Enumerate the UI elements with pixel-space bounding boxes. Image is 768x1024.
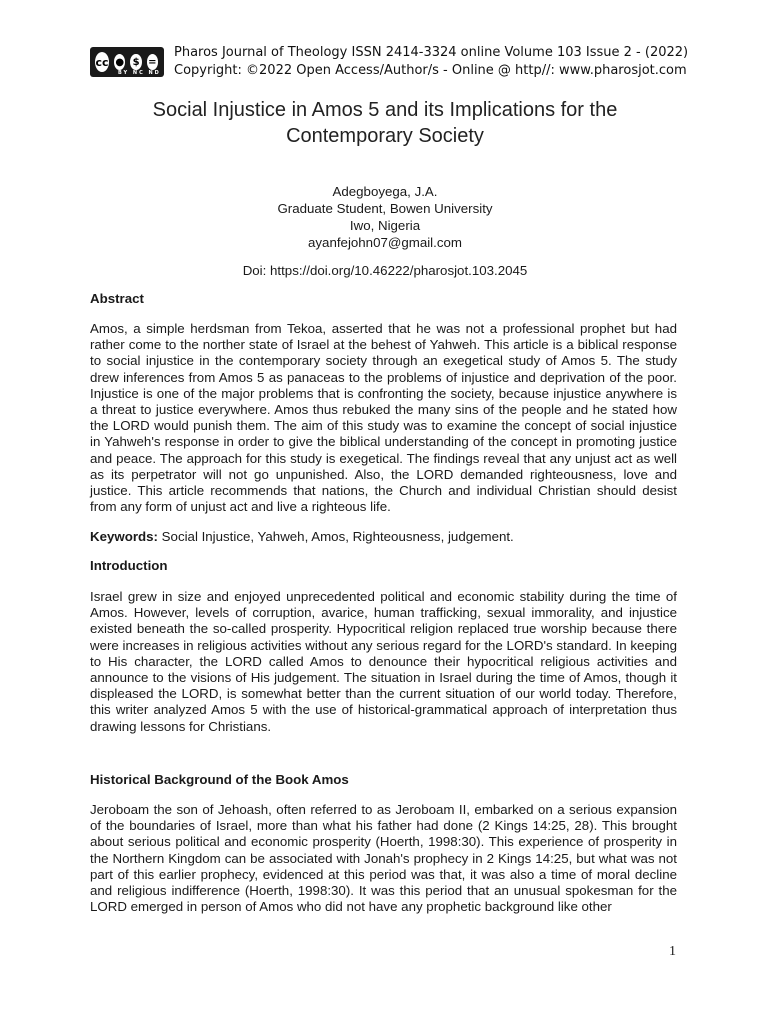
keywords-label: Keywords: [90, 529, 158, 544]
creative-commons-license-badge [90, 47, 164, 77]
history-heading: Historical Background of the Book Amos [90, 772, 349, 787]
journal-info: Pharos Journal of Theology ISSN 2414-3324 online Volume 103 Issue 2 - (2022) [174, 45, 689, 60]
journal-header-text [174, 44, 688, 80]
author-location: Iwo, Nigeria [349, 218, 421, 233]
nd-icon: = [145, 52, 160, 72]
history-text: Jeroboam the son of Jehoash, often referred to as Jeroboam II, embarked on a serious expansion of the boundaries of Israel, more than what his father had done (2 Kings 14:25, 28). This brought about serious political and economic prosperity (Hoerth, 1998:30). This experience of prosperity in the Northern Kingdom can be associated with Jonah's prophecy in 2 Kings 14:25, but what was not part of this earlier prophecy, evidenced at this period was that, it was also a time of moral decline and religious indifference (Hoerth, 1998:30). It was this period that an unusual spokesman for the LORD emerged in person of Amos who did not have any prophetic background like other [90, 802, 677, 915]
copyright-line: Copyright: ©2022 Open Access/Author/s - Online @ http//: www.pharosjot.com [174, 63, 687, 78]
author-affiliation: Graduate Student, Bowen University [277, 201, 493, 216]
article-title: Social Injustice in Amos 5 and its Implications for the Contemporary Society [152, 99, 618, 147]
author-name: Adegboyega, J.A. [332, 184, 438, 199]
doi-link[interactable]: Doi: https://doi.org/10.46222/pharosjot.103.2045 [242, 263, 528, 278]
abstract-heading: Abstract [90, 291, 144, 306]
abstract-text: Amos, a simple herdsman from Tekoa, asserted that he was not a professional prophet but had rather come to the norther state of Israel at the behest of Yahweh. This article is a biblical response to social injustice in the contemporary society through an exegetical study of Amos 5. The study drew inferences from Amos 5 as panaceas to the problems of injustice and deprivation of the poor. Injustice is one of the major problems that is confronting the society, because injustice anywhere is a threat to justice everywhere. Amos thus rebuked the many sins of the people and he stated how the LORD would punish them. The aim of this study was to examine the concept of social injustice in Yahweh's response in order to give the biblical understanding of the concept in promoting justice and peace. The approach for this study is exegetical. The findings reveal that any unjust act as well as its perpetrator will not go unpunished. Also, the LORD demanded righteousness, love and justice. This article recommends that nations, the Church and individual Christian should desist from any form of unjust act and live a righteous life. [90, 321, 677, 515]
introduction-text: Israel grew in size and enjoyed unprecedented political and economic stability during the time of Amos. However, levels of corruption, avarice, human trafficking, sexual immorality, and injustice existed beneath the so-called prosperity. Hypocritical religion replaced true worship because there were increases in religious activities without any serious regard for the LORD's standard. In keeping to His character, the LORD called Amos to denounce their hypocritical religious activities and announce to the visions of His judgement. The situation in Israel during the time of Amos, though it displeased the LORD, is somewhat better than the current situation of our world today. Therefore, this writer analyzed Amos 5 with the use of historical-grammatical approach of interpretation thus drawing lessons for Christians. [90, 589, 677, 734]
keywords-line [90, 528, 514, 545]
cc-icon: cc [93, 50, 111, 74]
introduction-heading: Introduction [90, 558, 168, 573]
author-block [90, 183, 680, 251]
page-number: 1 [669, 944, 676, 959]
nc-icon: $ [128, 52, 143, 72]
journal-header [90, 44, 688, 80]
by-icon: ● [112, 52, 127, 72]
keywords-text: Social Injustice, Yahweh, Amos, Righteousness, judgement. [157, 529, 514, 544]
license-sub-label: BY NC ND [118, 70, 161, 76]
author-email[interactable]: ayanfejohn07@gmail.com [308, 235, 462, 250]
